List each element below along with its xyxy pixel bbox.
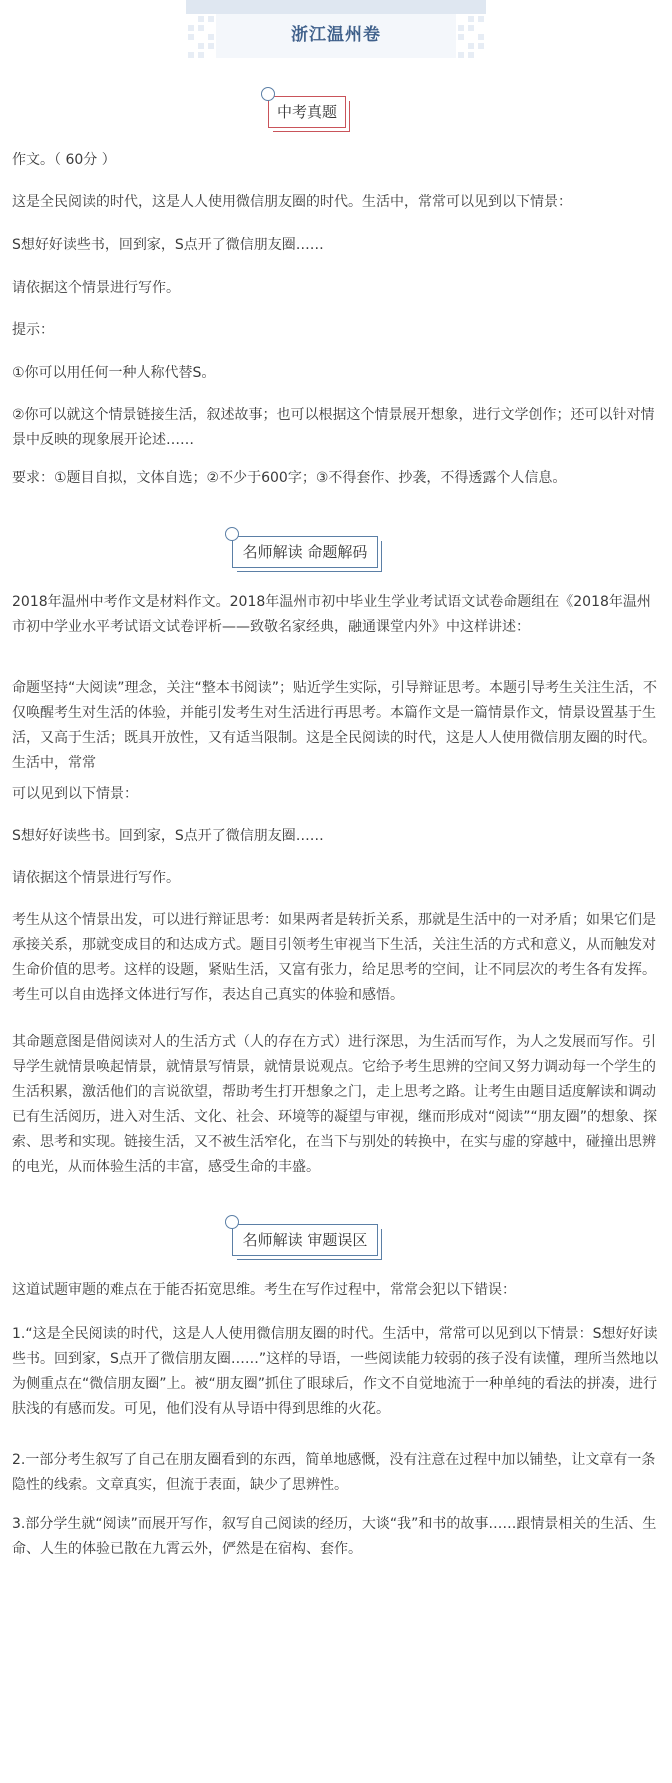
exam-paragraph: 这是全民阅读的时代，这是人人使用微信朋友圈的时代。生活中，常常可以见到以下情景： bbox=[12, 194, 572, 210]
exam-paragraph: 请依据这个情景进行写作。 bbox=[12, 280, 180, 296]
section-label: 名师解读 审题误区 bbox=[242, 1231, 368, 1249]
analysis-paragraph: 可以见到以下情景： bbox=[12, 786, 138, 802]
section-tag-exam bbox=[268, 96, 346, 128]
exam-paragraph: 提示： bbox=[12, 322, 54, 338]
analysis-paragraph: 请依据这个情景进行写作。 bbox=[12, 870, 180, 886]
analysis-paragraph: S想好好读些书。回到家，S点开了微信朋友圈…… bbox=[12, 828, 324, 844]
exam-paragraph: ①你可以用任何一种人称代替S。 bbox=[12, 365, 216, 381]
exam-paragraph: 作文。（ 60分 ） bbox=[12, 152, 116, 168]
section-label: 中考真题 bbox=[276, 103, 337, 121]
analysis-paragraph: 命题坚持“大阅读”理念，关注“整本书阅读”；贴近学生实际，引导辩证思考。本题引导考生关注生活，不仅唤醒考生对生活的体验，并能引发考生对生活进行再思考。本篇作文是一篇情景作文，情景设置基于生活，又高于生活；既具开放性，又有适当限制。这是全民阅读的时代，这是人人使用微信朋友圈的时代。生活中，常常 bbox=[12, 680, 658, 771]
exam-paragraph: ②你可以就这个情景链接生活，叙述故事；也可以根据这个情景展开想象，进行文学创作；还可以针对情景中反映的现象展开论述…… bbox=[12, 407, 655, 448]
section-label: 名师解读 命题解码 bbox=[242, 543, 368, 561]
errors-paragraph: 3.部分学生就“阅读”而展开写作，叙写自己阅读的经历，大谈“我”和书的故事……跟情景相关的生活、生命、人生的体验已散在九霄云外，俨然是在宿构、套作。 bbox=[12, 1516, 657, 1557]
section-tag-analysis bbox=[232, 536, 378, 568]
header-banner bbox=[186, 0, 486, 62]
analysis-paragraph: 2018年温州中考作文是材料作文。2018年温州市初中毕业生学业考试语文试卷命题组在《2018年温州市初中学业水平考试语文试卷评析——致敬名家经典，融通课堂内外》中这样讲述： bbox=[12, 594, 651, 635]
exam-paragraph: S想好好读些书，回到家，S点开了微信朋友圈…… bbox=[12, 237, 324, 253]
errors-paragraph: 1.“这是全民阅读的时代，这是人人使用微信朋友圈的时代。生活中，常常可以见到以下情景：S想好好读些书。回到家，S点开了微信朋友圈……”这样的导语，一些阅读能力较弱的孩子没有读懂，理所当然地以为侧重点在“微信朋友圈”上。被“朋友圈”抓住了眼球后，作文不自觉地流于一种单纯的看法的拼凑，进行肤浅的有感而发。可见，他们没有从导语中得到思维的火花。 bbox=[12, 1326, 659, 1417]
analysis-paragraph: 考生从这个情景出发，可以进行辩证思考：如果两者是转折关系，那就是生活中的一对矛盾；如果它们是承接关系，那就变成目的和达成方式。题目引领考生审视当下生活，关注生活的方式和意义，从而触发对生命价值的思考。这样的设题，紧贴生活，又富有张力，给足思考的空间，让不同层次的考生各有发挥。考生可以自由选择文体进行写作，表达自己真实的体验和感悟。 bbox=[12, 912, 656, 1003]
exam-paragraph: 要求：①题目自拟，文体自选；②不少于600字；③不得套作、抄袭，不得透露个人信息。 bbox=[12, 470, 567, 486]
page-title: 浙江温州卷 bbox=[291, 25, 381, 45]
errors-paragraph: 这道试题审题的难点在于能否拓宽思维。考生在写作过程中，常常会犯以下错误： bbox=[12, 1282, 516, 1298]
analysis-paragraph: 其命题意图是借阅读对人的生活方式（人的存在方式）进行深思，为生活而写作，为人之发展而写作。引导学生就情景唤起情景，就情景写情景，就情景说观点。它给予考生思辨的空间又努力调动每一个学生的生活积累，激活他们的言说欲望，帮助考生打开想象之门，走上思考之路。让考生由题目适度解读和调动已有生活阅历，进入对生活、文化、社会、环境等的凝望与审视，继而形成对“阅读”“朋友圈”的想象、探索、思考和实现。链接生活，又不被生活窄化，在当下与别处的转换中，在实与虚的穿越中，碰撞出思辨的电光，从而体验生活的丰富，感受生命的丰盛。 bbox=[12, 1034, 658, 1175]
errors-paragraph: 2.一部分考生叙写了自己在朋友圈看到的东西，简单地感慨，没有注意在过程中加以铺垫，让文章有一条隐性的线索。文章真实，但流于表面，缺少了思辨性。 bbox=[12, 1452, 656, 1493]
section-tag-errors bbox=[232, 1224, 378, 1256]
